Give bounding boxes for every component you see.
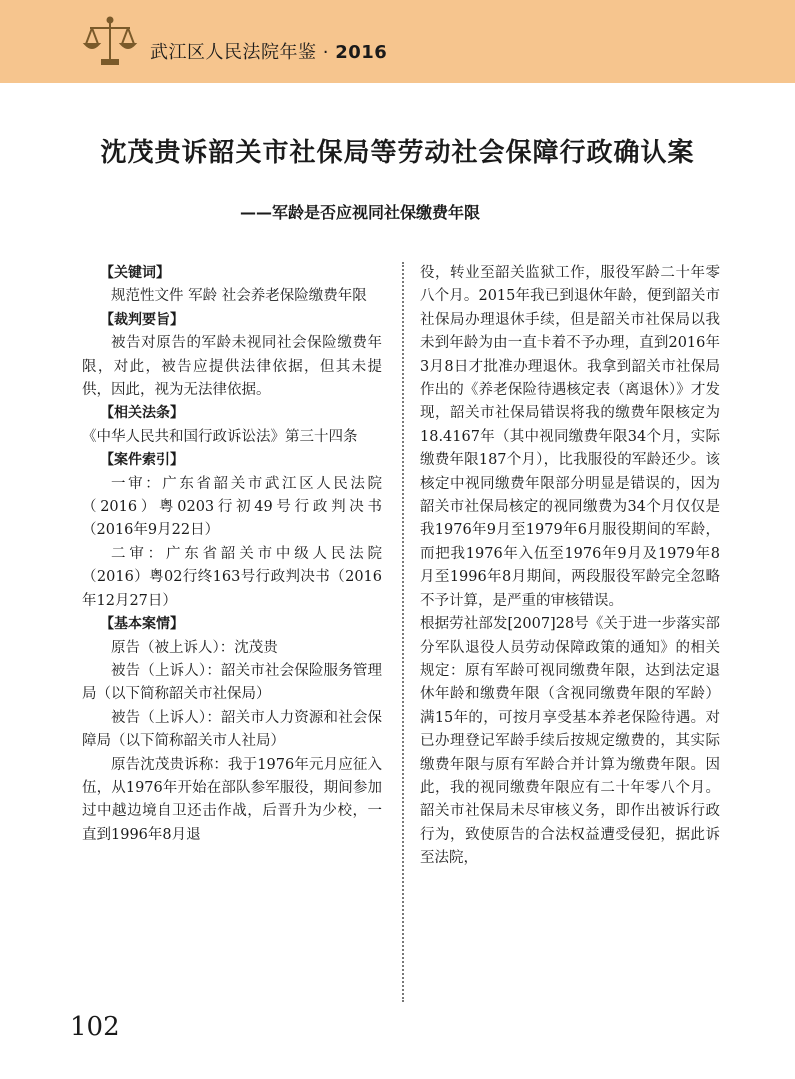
section-heading-case-index: 【案件索引】 bbox=[100, 452, 184, 469]
case-index-first-instance: 一审：广东省韶关市武江区人民法院（2016）粤0203行初49号行政判决书（2016年9月22日） bbox=[82, 475, 382, 539]
party-defendant-1: 被告（上诉人）：韶关市社会保险服务管理局（以下简称韶关市社保局） bbox=[82, 662, 382, 703]
yearbook-name: 武江区人民法院年鉴 bbox=[150, 42, 317, 63]
section-heading-basic-facts: 【基本案情】 bbox=[100, 616, 184, 633]
right-column bbox=[420, 262, 720, 871]
party-plaintiff: 原告（被上诉人）：沈茂贵 bbox=[111, 639, 278, 656]
section-heading-law: 【相关法条】 bbox=[100, 405, 184, 422]
plaintiff-claim-start: 原告沈茂贵诉称：我于1976年元月应征入伍，从1976年开始在部队参军服役，期间参加过中越边境自卫还击作战，后晋升为少校，一直到1996年8月退 bbox=[82, 756, 382, 843]
section-heading-gist: 【裁判要旨】 bbox=[100, 311, 184, 328]
yearbook-year: 2016 bbox=[335, 42, 388, 63]
law-text: 《中华人民共和国行政诉讼法》第三十四条 bbox=[82, 428, 358, 445]
party-defendant-2: 被告（上诉人）：韶关市人力资源和社会保障局（以下简称韶关市人社局） bbox=[82, 709, 382, 750]
plaintiff-claim-legal-basis: 根据劳社部发[2007]28号《关于进一步落实部分军队退役人员劳动保障政策的通知》的相关规定：原有军龄可视同缴费年限，达到法定退休年龄和缴费年限（含视同缴费年限的军龄）满15年的，可按月享受基本养老保险待遇。对已办理登记军龄手续后按规定缴费的，其实际缴费年限与原有军龄合并计算为缴费年限。因此，我的视同缴费年限应有二十年零八个月。韶关市社保局未尽审核义务，即作出被诉行政行为，致使原告的合法权益遭受侵犯，据此诉至法院， bbox=[420, 616, 720, 867]
case-index-second-instance: 二审：广东省韶关市中级人民法院（2016）粤02行终163号行政判决书（2016年12月27日） bbox=[82, 545, 382, 609]
article-subtitle: ——军龄是否应视同社保缴费年限 bbox=[240, 203, 481, 222]
header-separator: · bbox=[322, 42, 329, 63]
gist-text: 被告对原告的军龄未视同社会保险缴费年限，对此，被告应提供法律依据，但其未提供，因此，视为无法律依据。 bbox=[82, 335, 382, 399]
article-title: 沈茂贵诉韶关市社保局等劳动社会保障行政确认案 bbox=[100, 138, 695, 168]
column-divider bbox=[402, 262, 404, 1002]
running-header bbox=[150, 38, 387, 64]
plaintiff-claim-continued: 役，转业至韶关监狱工作，服役军龄二十年零八个月。2015年我已到退休年龄，便到韶关市社保局办理退休手续，但是韶关市社保局以我未到年龄为由一直卡着不予办理，直到2016年3月8日才批准办理退休。我拿到韶关市社保局作出的《养老保险待遇核定表（离退休）》才发现，韶关市社保局错误将我的缴费年限核定为18.4167年（其中视同缴费年限34个月，实际缴费年限187个月），比我服役的军龄还少。该核定中视同缴费年限部分明显是错误的，因为韶关市社保局核定的视同缴费为34个月仅仅是我1976年9月至1979年6月服役期间的军龄，而把我1976年入伍至1976年9月及1979年8月至1996年8月期间，两段服役军龄完全忽略不予计算，是严重的审核错误。 bbox=[420, 265, 720, 609]
page-number: 102 bbox=[70, 1012, 120, 1042]
keywords-text: 规范性文件 军龄 社会养老保险缴费年限 bbox=[111, 288, 367, 305]
left-column bbox=[82, 262, 382, 847]
scales-of-justice-icon bbox=[82, 14, 138, 70]
section-heading-keywords: 【关键词】 bbox=[100, 265, 170, 281]
header-bar bbox=[0, 0, 795, 83]
